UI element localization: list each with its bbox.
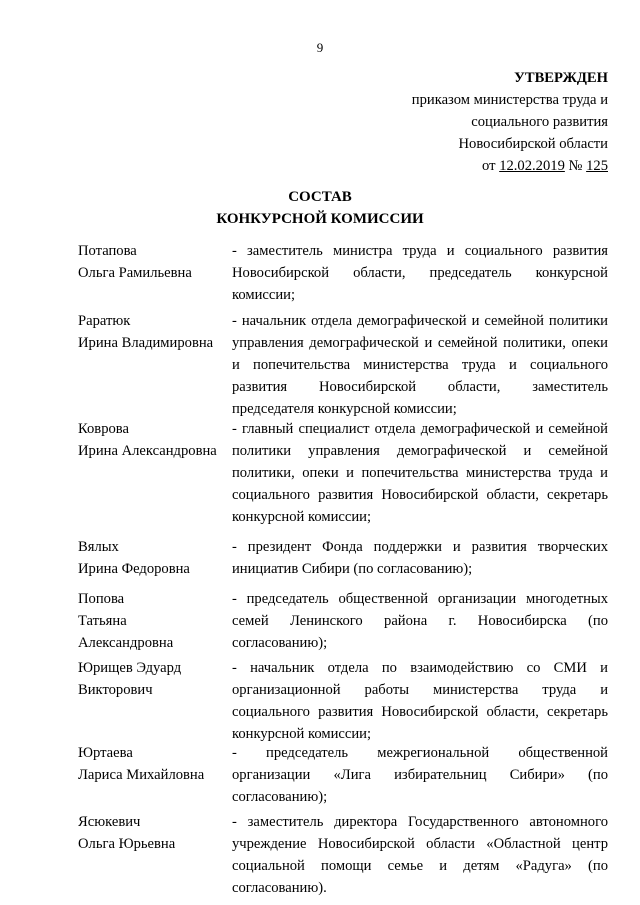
member-surname: Ясюкевич <box>78 814 141 830</box>
member-role: - председатель межрегиональной общественной организации «Лига избирательниц Сибири» (по согласованию); <box>232 745 608 805</box>
member-name <box>78 588 226 654</box>
member-surname: Коврова <box>78 421 129 437</box>
member-role: - начальник отдела по взаимодействию со СМИ и организационной работы министерства труда и социального развития Новосибирской области, секретарь конкурсной комиссии; <box>232 660 608 742</box>
document-title <box>0 186 640 230</box>
order-number: 125 <box>586 158 608 174</box>
approval-block <box>412 67 608 177</box>
approval-line-1: приказом министерства труда и <box>411 92 608 108</box>
member-surname: Попова <box>78 591 125 607</box>
page-number: 9 <box>316 40 324 55</box>
member-role: - начальник отдела демографической и семейной политики управления демографической и семейной политики, опеки и попечительства министерства труда и социального развития Новосибирской области, заместитель председателя конкурсной комиссии; <box>232 313 608 417</box>
member-role: - заместитель министра труда и социального развития Новосибирской области, председатель конкурсной комиссии; <box>232 243 608 303</box>
member-role: - председатель общественной организации многодетных семей Ленинского района г. Новосибирска (по согласованию); <box>232 591 608 651</box>
member-name <box>78 536 226 580</box>
title-line-2: КОНКУРСНОЙ КОМИССИИ <box>216 211 424 227</box>
approval-line-3: Новосибирской области <box>458 136 608 152</box>
member-name <box>78 811 226 855</box>
member-given-names: Викторович <box>78 682 153 698</box>
member-surname: Раратюк <box>78 313 131 329</box>
member-name <box>78 742 226 786</box>
member-name <box>78 657 226 701</box>
member-role: - главный специалист отдела демографической и семейной политики управления демографической и семейной политики, опеки и попечительства министерства труда и социального развития Новосибирской области, секретарь конкурсной комиссии; <box>232 421 608 525</box>
member-given-names: Ольга Юрьевна <box>78 836 176 852</box>
member-name <box>78 418 226 462</box>
member-given-names: Лариса Михайловна <box>78 767 205 783</box>
order-date-prefix: от <box>482 158 496 174</box>
member-given-names: Ирина Федоровна <box>78 561 190 577</box>
member-surname: Потапова <box>78 243 137 259</box>
order-date: 12.02.2019 <box>499 158 565 174</box>
approval-order-line <box>412 155 608 177</box>
member-name <box>78 310 226 354</box>
approval-title: УТВЕРЖДЕН <box>514 70 608 86</box>
member-given-names-cont: Александровна <box>78 635 174 651</box>
member-role: - заместитель директора Государственного автономного учреждение Новосибирской области «Областной центр социальной помощи семье и детям «Радуга» (по согласованию). <box>232 814 608 896</box>
member-role: - президент Фонда поддержки и развития творческих инициатив Сибири (по согласованию); <box>232 539 608 577</box>
member-given-names: Ирина Александровна <box>78 443 217 459</box>
title-line-1: СОСТАВ <box>288 189 352 205</box>
member-name <box>78 240 226 284</box>
member-surname: Вялых <box>78 539 119 555</box>
order-number-sign: № <box>568 158 583 174</box>
member-given-names: Татьяна <box>78 613 127 629</box>
member-surname: Юрищев Эдуард <box>78 660 182 676</box>
member-surname: Юртаева <box>78 745 133 761</box>
approval-line-2: социального развития <box>471 114 608 130</box>
member-given-names: Ольга Рамильевна <box>78 265 192 281</box>
member-given-names: Ирина Владимировна <box>78 335 214 351</box>
